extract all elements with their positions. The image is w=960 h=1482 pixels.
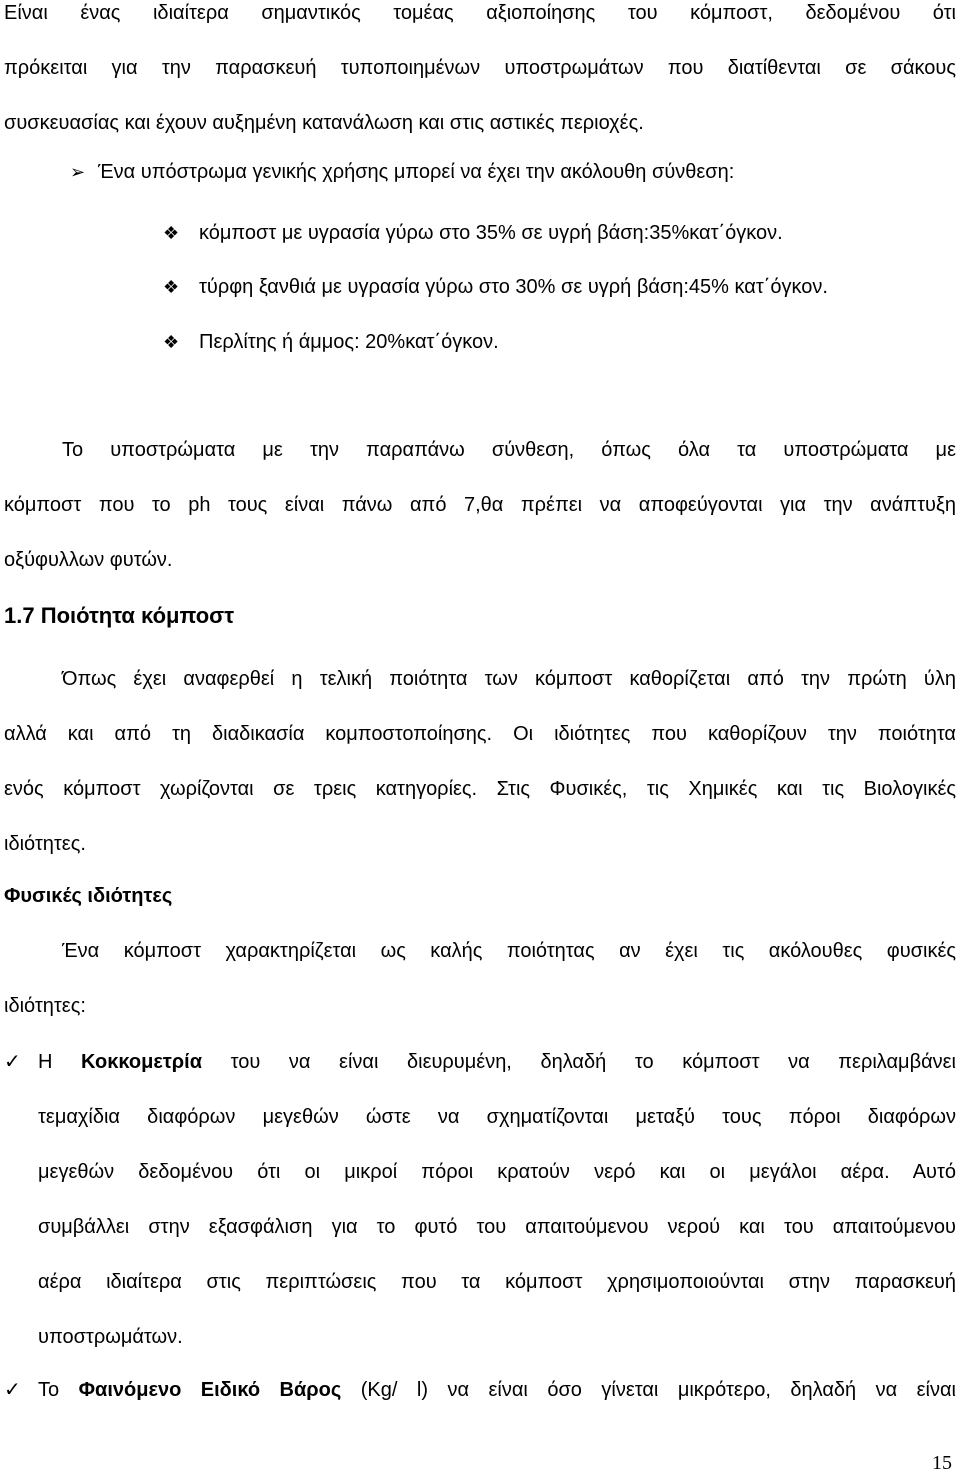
text-line: υποστρωμάτων.	[38, 1326, 183, 1348]
intro-paragraph	[4, 0, 956, 151]
list-item-text: τύρφη ξανθιά με υγρασία γύρω στο 30% σε υγρή βάση:45% κατ΄όγκον.	[199, 275, 828, 298]
subheading: Φυσικές ιδιότητες	[4, 885, 173, 907]
diamond-bullet-icon: ❖	[163, 222, 180, 243]
text-line: κόμποστ που το ph τους είναι πάνω από 7,θα πρέπει να αποφεύγονται για την ανάπτυξη	[4, 494, 956, 516]
list-item-text: Περλίτης ή άμμος: 20%κατ΄όγκον.	[199, 330, 499, 353]
paragraph-quality	[4, 652, 956, 872]
arrow-list-item	[70, 152, 734, 192]
text-line: ιδιότητες:	[4, 995, 86, 1017]
page-number: 15	[932, 1452, 952, 1474]
diamond-list-item	[163, 267, 828, 307]
text-fragment: (Kg/ l) να είναι όσο γίνεται μικρότερο, δηλαδή να είναι	[341, 1379, 957, 1401]
text-line: αέρα ιδιαίτερα στις περιπτώσεις που τα κόμποστ χρησιμοποιούνται στην παρασκευή	[38, 1271, 956, 1293]
check-bullet-icon: ✓	[4, 1051, 21, 1073]
check-bullet-icon: ✓	[4, 1379, 21, 1401]
list-item-text: κόμποστ με υγρασία γύρω στο 35% σε υγρή βάση:35%κατ΄όγκον.	[199, 221, 783, 244]
text-line: συσκευασίας και έχουν αυξημένη κατανάλωση και στις αστικές περιοχές.	[4, 112, 644, 134]
diamond-list-item	[163, 213, 783, 253]
text-line	[38, 1035, 956, 1090]
text-line: Όπως έχει αναφερθεί η τελική ποιότητα των κόμποστ καθορίζεται από την πρώτη ύλη	[62, 668, 956, 690]
text-line: οξύφυλλων φυτών.	[4, 549, 173, 571]
text-line: μεγεθών δεδομένου ότι οι μικροί πόροι κρατούν νερό και οι μεγάλοι αέρα. Αυτό	[38, 1161, 956, 1183]
paragraph-physical	[4, 924, 956, 1034]
text-line: Το υποστρώματα με την παραπάνω σύνθεση, όπως όλα τα υποστρώματα με	[62, 439, 956, 461]
text-line: συμβάλλει στην εξασφάλιση για το φυτό του απαιτούμενου νερού και του απαιτούμενου	[38, 1216, 956, 1238]
diamond-list-item	[163, 322, 499, 362]
section-heading: 1.7 Ποιότητα κόμποστ	[4, 603, 235, 628]
diamond-bullet-icon: ❖	[163, 331, 180, 352]
bold-term: Κοκκομετρία	[81, 1051, 202, 1073]
text-line: ενός κόμποστ χωρίζονται σε τρεις κατηγορίες. Στις Φυσικές, τις Χημικές και τις Βιολογικές	[4, 778, 956, 800]
diamond-bullet-icon: ❖	[163, 276, 180, 297]
text-line: τεμαχίδια διαφόρων μεγεθών ώστε να σχηματίζονται μεταξύ τους πόροι διαφόρων	[38, 1106, 956, 1128]
text-fragment: Η	[38, 1051, 82, 1073]
text-line	[38, 1363, 956, 1418]
text-line: πρόκειται για την παρασκευή τυποποιημένων υποστρωμάτων που διατίθενται σε σάκους	[4, 57, 956, 79]
text-line: Ένα κόμποστ χαρακτηρίζεται ως καλής ποιότητας αν έχει τις ακόλουθες φυσικές	[62, 940, 956, 962]
list-item-text: Ένα υπόστρωμα γενικής χρήσης μπορεί να έχει την ακόλουθη σύνθεση:	[98, 160, 735, 183]
text-fragment: Το	[38, 1379, 79, 1401]
arrow-bullet-icon: ➢	[70, 161, 86, 182]
check-item-text	[38, 1035, 956, 1365]
text-fragment: του να είναι διευρυμένη, δηλαδή το κόμποστ να περιλαμβάνει	[201, 1051, 956, 1073]
bold-term: Φαινόμενο Ειδικό Βάρος	[78, 1379, 342, 1401]
paragraph-ph	[4, 423, 956, 588]
text-line: Είναι ένας ιδιαίτερα σημαντικός τομέας αξιοποίησης του κόμποστ, δεδομένου ότι	[4, 2, 956, 24]
text-line: αλλά και από τη διαδικασία κομποστοποίησης. Οι ιδιότητες που καθορίζουν την ποιότητα	[4, 723, 956, 745]
text-line: ιδιότητες.	[4, 833, 86, 855]
check-item-text	[38, 1363, 956, 1418]
